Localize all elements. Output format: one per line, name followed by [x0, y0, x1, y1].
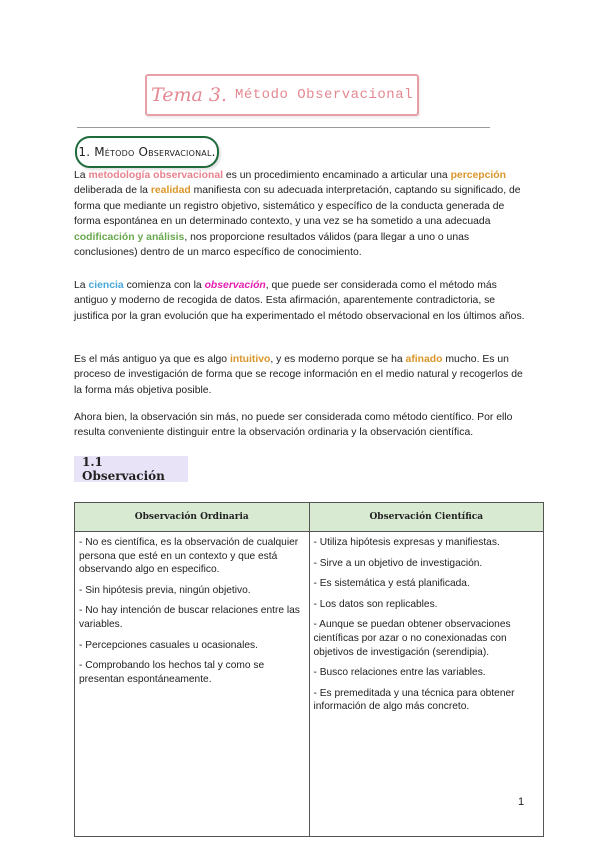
page-number: 1 — [518, 796, 525, 808]
header-cientifica: Observación Científica — [309, 503, 544, 532]
keyword-codificacion: codificación y análisis — [74, 231, 185, 243]
title-box — [145, 74, 419, 116]
keyword-metodologia: metodología observacional — [88, 170, 223, 181]
list-item: - Sin hipótesis previa, ningún objetivo. — [79, 584, 251, 596]
paragraph-4: Ahora bien, la observación sin más, no puede ser considerada como método científico. Por ello resulta conveniente distinguir entre la observación ordinaria y la observación científica. — [74, 412, 513, 439]
title-subtitle: Método Observacional — [234, 87, 413, 103]
list-item: - Percepciones casuales u ocasionales. — [79, 639, 258, 651]
paragraph-1: La metodología observacional es un procedimiento encaminado a articular una percepción deliberada de la realidad manifiesta con su adecuada interpretación, captando su significado, de forma que mediante un registro objetivo, sistemático y específico de la conducta generada de forma espontánea en un determinado contexto, y una vez se ha sometido a una adecuada codificación y análisis, nos proporcione resultados válidos (para llegar a uno o unas conclusiones) dentro de un marco específico de conocimiento. — [74, 170, 521, 259]
list-item: - Es premeditada y una técnica para obtener información de algo más concreto. — [313, 687, 515, 713]
list-item: - Aunque se puedan obtener observaciones científicas por azar o no conexionadas con objetivos de investigación (serendipia). — [313, 619, 511, 658]
comparison-table — [74, 502, 544, 837]
keyword-afinado: afinado — [405, 354, 443, 365]
subsection-heading: 1.1 Observación — [74, 456, 188, 482]
paragraph-2: La ciencia comienza con la observación, que puede ser considerada como el método más antiguo y moderno de recogida de datos. Esta afirmación, aparentemente contradictoria, se justifica por la gran evolución que ha experimentado el método observacional en los últimos años. — [74, 280, 525, 322]
column-ordinaria — [75, 532, 310, 837]
keyword-percepcion: percepción — [450, 170, 506, 181]
table-row — [75, 532, 544, 837]
keyword-observacion: observación — [204, 280, 266, 291]
keyword-ciencia: ciencia — [88, 280, 124, 291]
header-ordinaria: Observación Ordinaria — [75, 503, 310, 532]
list-item: - Es sistemática y está planificada. — [313, 578, 470, 590]
horizontal-divider — [77, 127, 490, 128]
section-heading — [75, 136, 219, 168]
list-item: - Los datos son replicables. — [313, 598, 438, 610]
list-item: - Sirve a un objetivo de investigación. — [313, 557, 483, 569]
list-item: - No hay intención de buscar relaciones entre las variables. — [79, 605, 300, 630]
title-tema: Tema 3. — [151, 84, 227, 106]
column-cientifica — [309, 532, 544, 837]
list-item: - Comprobando los hechos tal y como se presentan espontáneamente. — [79, 660, 265, 685]
list-item: - No es científica, es la observación de cualquier persona que esté en un contexto y que está observando algo en especifico. — [79, 537, 299, 576]
keyword-intuitivo: intuitivo — [229, 354, 271, 365]
list-item: - Utiliza hipótesis expresas y manifiestas. — [313, 537, 500, 548]
list-item: - Busco relaciones entre las variables. — [313, 667, 486, 679]
keyword-realidad: realidad — [150, 185, 191, 197]
paragraph-3: Es el más antiguo ya que es algo intuitivo, y es moderno porque se ha afinado mucho. Es un proceso de investigación de forma que se recoge información en el medio natural y recogerlos de la forma más objetiva posible. — [74, 354, 523, 396]
table-header-row — [75, 503, 544, 532]
section-heading-label: 1. Método Observacional. — [78, 145, 216, 159]
